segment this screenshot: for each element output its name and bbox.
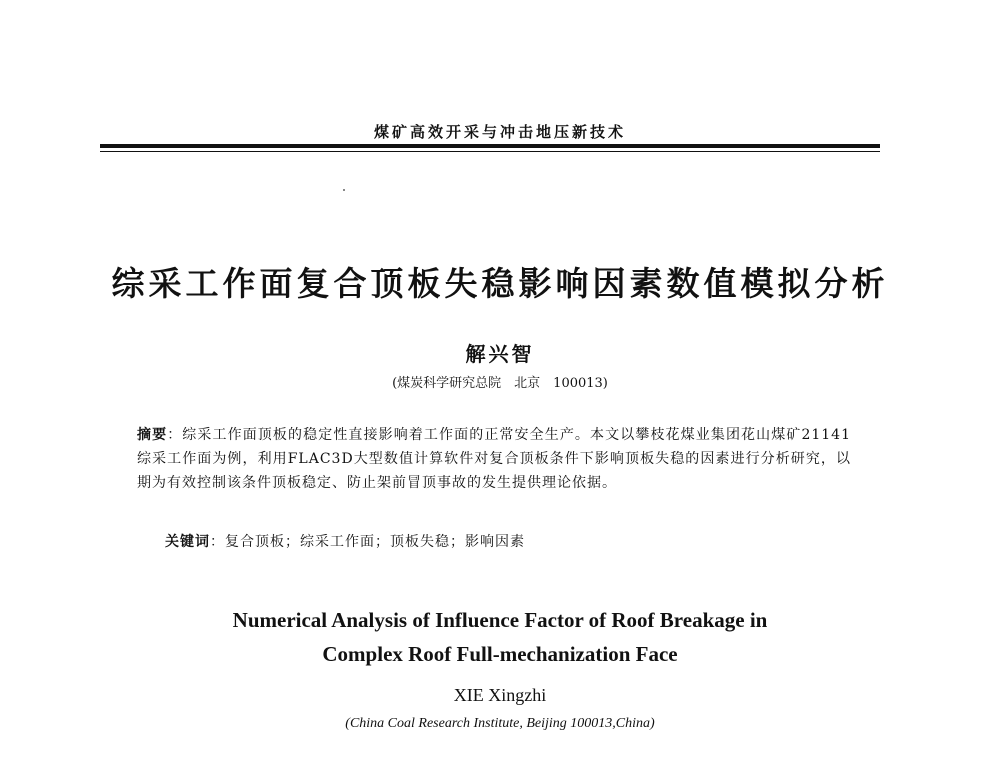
title-chinese: 综采工作面复合顶板失稳影响因素数值模拟分析 [111,264,889,303]
title-english [0,603,1000,671]
affiliation-chinese: (煤炭科学研究总院 北京 100013) [392,376,608,391]
keywords-text: ：复合顶板；综采工作面；顶板失稳；影响因素 [210,534,525,550]
scan-speck [343,189,345,191]
keywords [165,531,525,551]
affiliation-english: (China Coal Research Institute, Beijing 100013,China) [345,716,655,731]
author-chinese: 解兴智 [465,342,535,366]
running-head: 煤矿高效开采与冲击地压新技术 [373,123,626,141]
title-english-line-2: Complex Roof Full-mechanization Face [322,642,678,666]
header-rule-thick [100,144,880,148]
title-english-line-1: Numerical Analysis of Influence Factor of Roof Breakage in [232,608,768,632]
header-rule-thin [100,151,880,152]
keywords-label: 关键词 [165,534,210,550]
abstract [137,423,851,495]
author-english: XIE Xingzhi [453,685,547,705]
abstract-text: ：综采工作面顶板的稳定性直接影响着工作面的正常安全生产。本文以攀枝花煤业集团花山煤矿21141综采工作面为例，利用FLAC3D大型数值计算软件对复合顶板条件下影响顶板失稳的因素进行分析研究，以期为有效控制该条件顶板稳定、防止架前冒顶事故的发生提供理论依据。 [137,427,851,491]
abstract-label: 摘要 [137,427,168,443]
